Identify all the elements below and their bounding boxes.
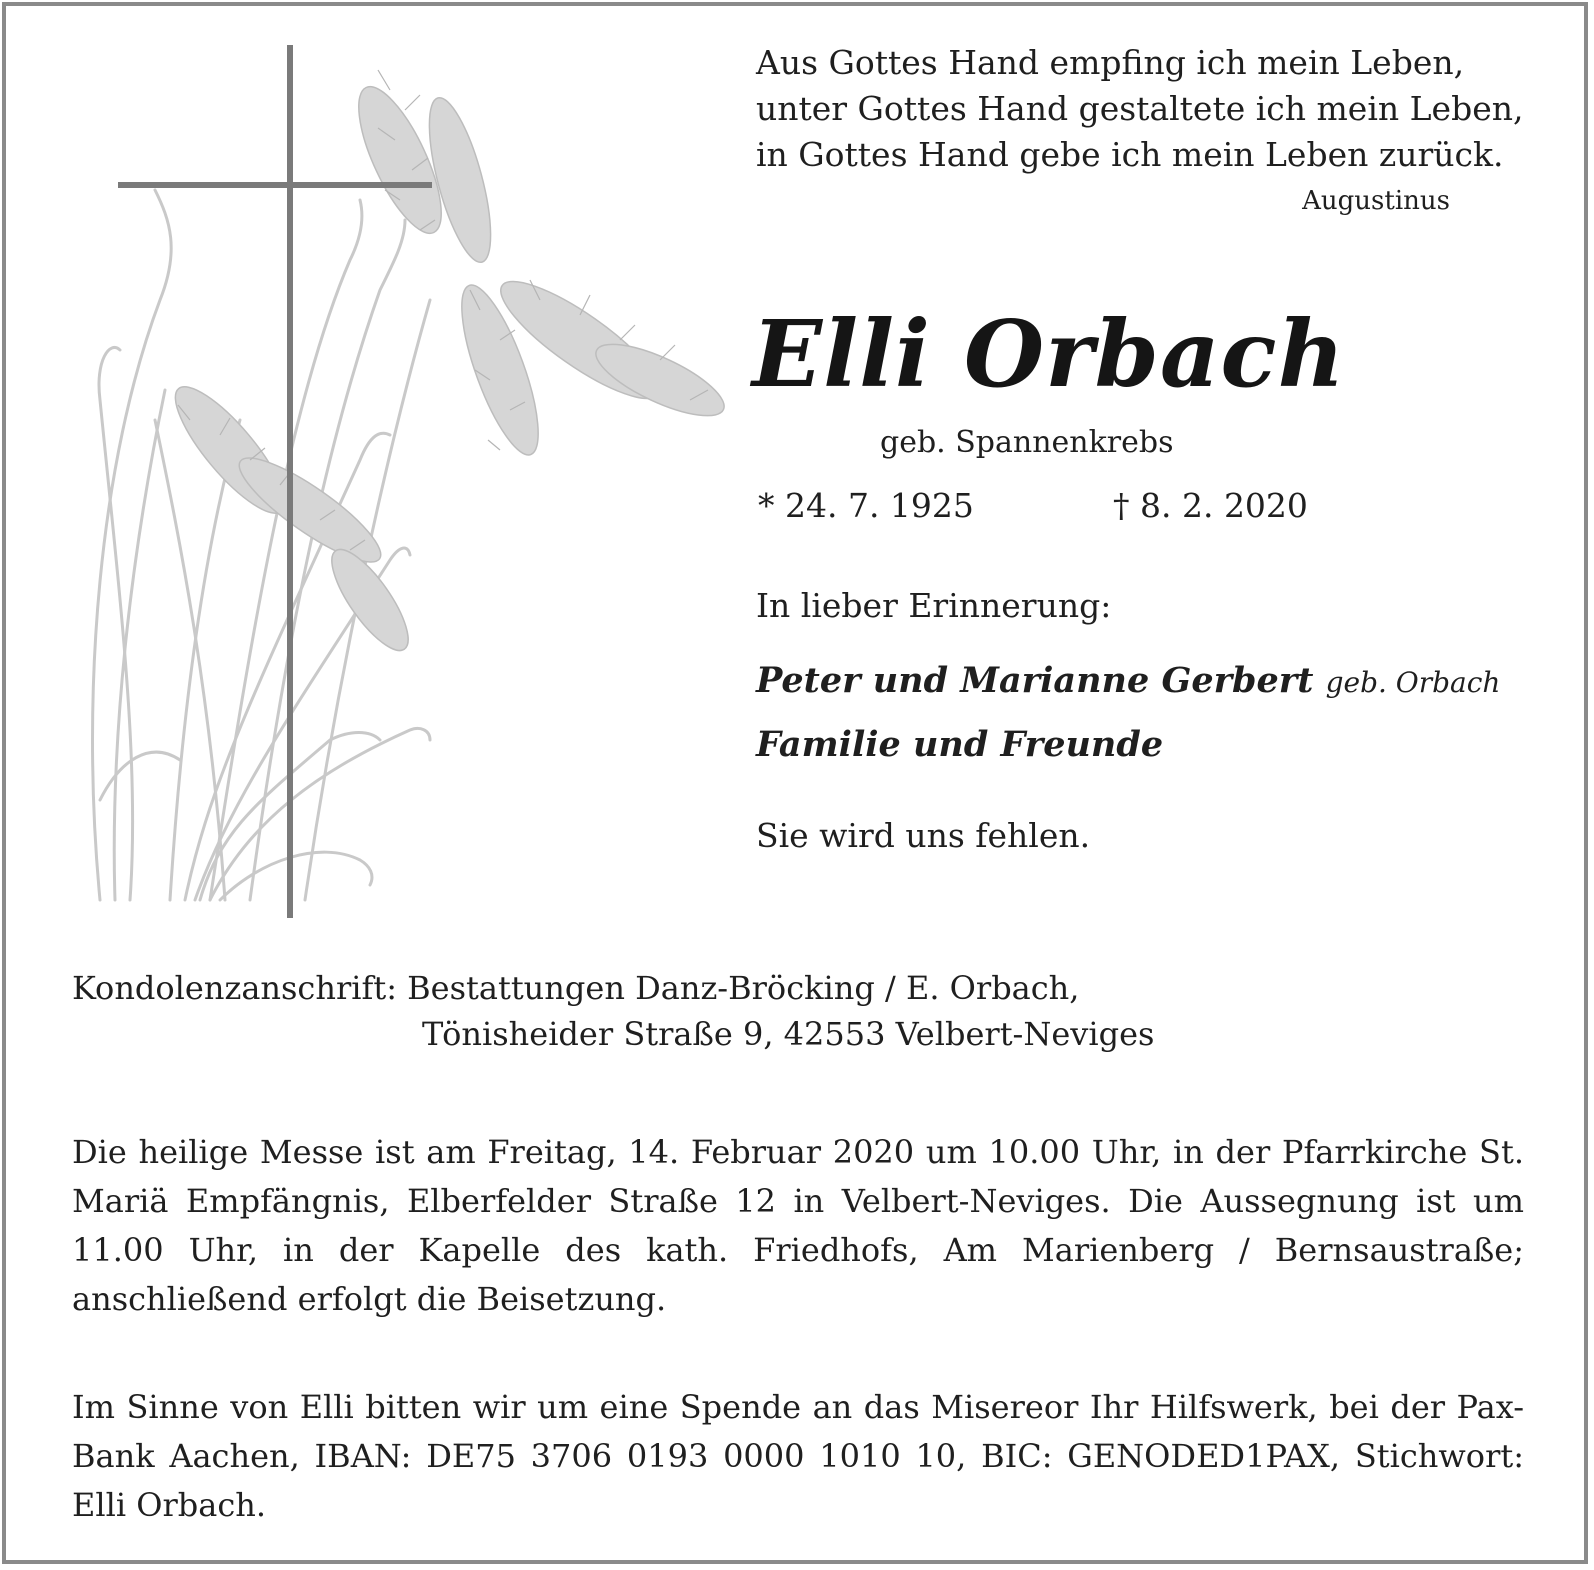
mourner-line-1 xyxy=(756,650,1500,714)
remembrance-intro: In lieber Erinnerung: xyxy=(756,586,1112,625)
quote-line: Aus Gottes Hand empfing ich mein Leben, xyxy=(756,43,1465,82)
bible-quote xyxy=(756,40,1524,178)
quote-line: in Gottes Hand gebe ich mein Leben zurück. xyxy=(756,135,1504,174)
quote-line: unter Gottes Hand gestaltete ich mein Leben, xyxy=(756,89,1524,128)
birth-date: * 24. 7. 1925 xyxy=(758,486,974,525)
maiden-name: geb. Spannenkrebs xyxy=(880,425,1174,460)
condolence-line-1: Kondolenzanschrift: Bestattungen Danz-Bröcking / E. Orbach, xyxy=(72,969,1080,1007)
donation-paragraph: Im Sinne von Elli bitten wir um eine Spende an das Misereor Ihr Hilfswerk, bei der Pax-Bank Aachen, IBAN: DE75 3706 0193 0000 1010 10, BIC: GENODED1PAX, Stichwort: Elli Orbach. xyxy=(72,1388,1524,1524)
closing-line: Sie wird uns fehlen. xyxy=(756,816,1091,855)
condolence-line-2: Tönisheider Straße 9, 42553 Velbert-Neviges xyxy=(422,1015,1155,1053)
mourner-names: Peter und Marianne Gerbert xyxy=(756,660,1314,701)
service-paragraph: Die heilige Messe ist am Freitag, 14. Februar 2020 um 10.00 Uhr, in der Pfarrkirche St. Mariä Empfängnis, Elberfelder Straße 12 in Velbert-Neviges. Die Aussegnung ist um 11.00 Uhr, in der Kapelle des kath. Friedhofs, Am Marienberg / Bernsaustraße; anschließend erfolgt die Beisetzung. xyxy=(72,1133,1524,1318)
deceased-name: Elli Orbach xyxy=(752,300,1346,408)
mourners-list xyxy=(756,650,1500,776)
mourner-line-2: Familie und Freunde xyxy=(756,724,1164,765)
quote-author: Augustinus xyxy=(1302,186,1450,216)
death-date: † 8. 2. 2020 xyxy=(1113,486,1308,525)
cross-and-wheat-illustration xyxy=(60,40,740,940)
mourner-note: geb. Orbach xyxy=(1325,666,1501,699)
condolence-address xyxy=(72,965,1154,1057)
